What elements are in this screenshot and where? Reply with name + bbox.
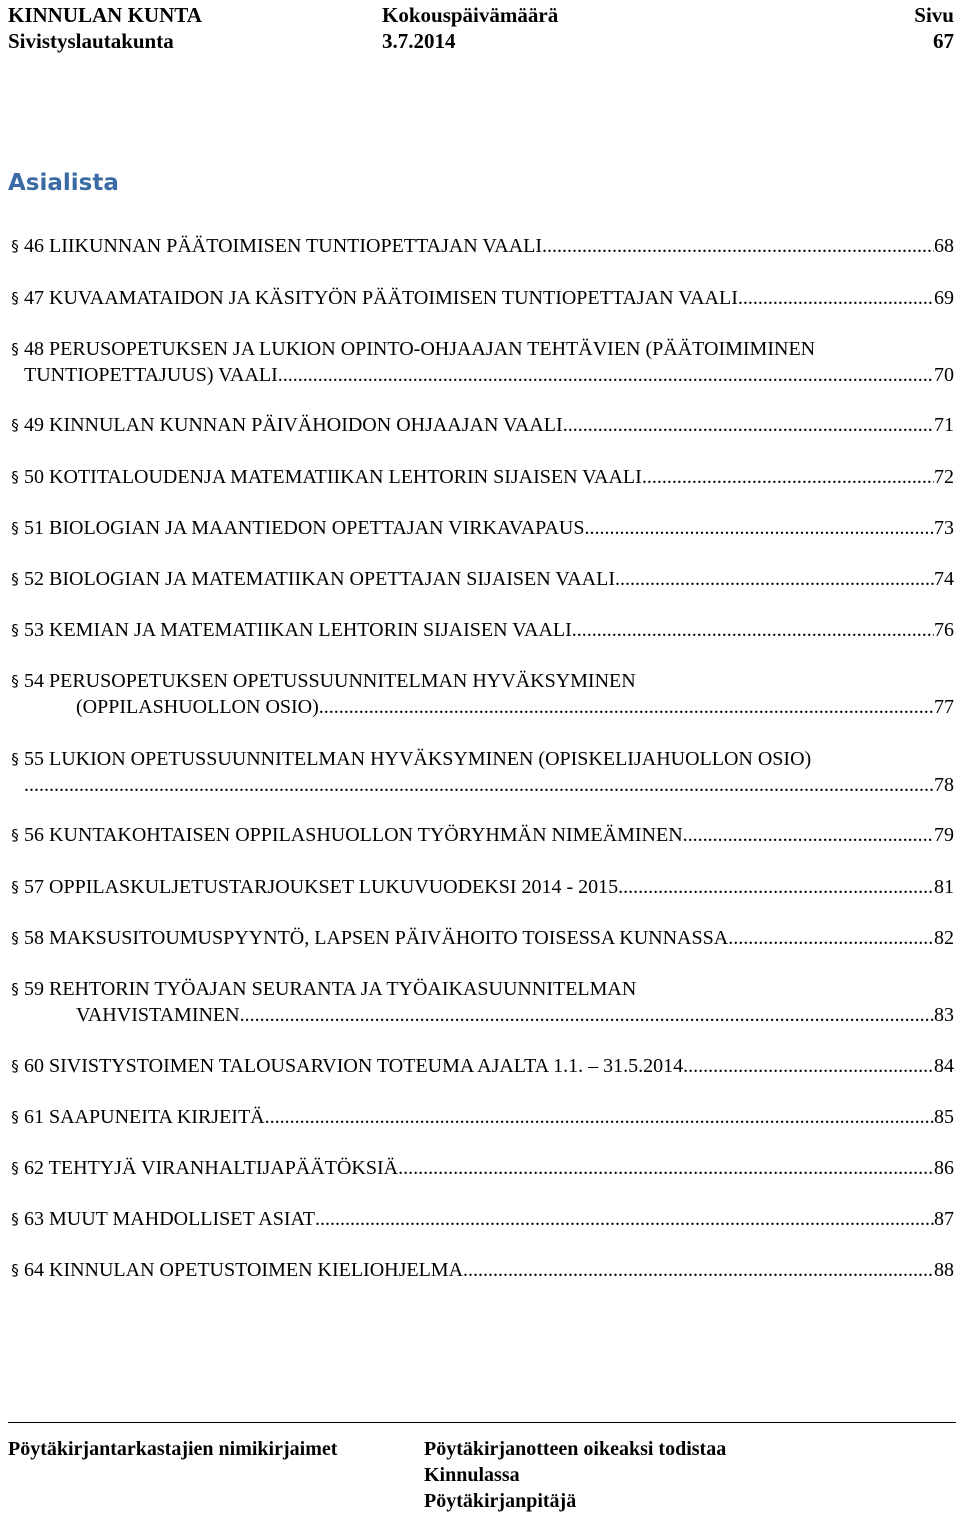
toc-item[interactable]	[8, 1155, 954, 1181]
toc-item-text: VAHVISTAMINEN	[76, 1004, 240, 1026]
meeting-date: 3.7.2014	[382, 29, 456, 53]
toc-item-page: 74	[934, 568, 954, 590]
toc-item[interactable]	[8, 668, 954, 720]
section-bullet-icon: §	[11, 1159, 19, 1177]
toc-item-page: 82	[934, 927, 954, 949]
toc-item[interactable]	[8, 412, 954, 438]
toc-item[interactable]	[8, 822, 954, 848]
toc-item[interactable]	[8, 566, 954, 592]
toc-item-page: 81	[934, 876, 954, 898]
toc-item-page: 72	[934, 466, 954, 488]
section-bullet-icon: §	[11, 980, 19, 998]
toc-item-text: 50 KOTITALOUDENJA MATEMATIIKAN LEHTORIN SIJAISEN VAALI	[24, 466, 642, 488]
toc-item[interactable]	[8, 976, 954, 1028]
toc-item-page: 79	[934, 824, 954, 846]
initials-label: Pöytäkirjantarkastajien nimikirjaimet	[8, 1438, 338, 1460]
toc-item[interactable]	[8, 925, 954, 951]
toc-item-text: 60 SIVISTYSTOIMEN TALOUSARVION TOTEUMA AJALTA 1.1. – 31.5.2014	[24, 1055, 684, 1077]
toc-item-text: 49 KINNULAN KUNNAN PÄIVÄHOIDON OHJAAJAN VAALI	[24, 414, 563, 436]
toc-item[interactable]	[8, 1053, 954, 1079]
toc-item-text: 47 KUVAAMATAIDON JA KÄSITYÖN PÄÄTOIMISEN TUNTIOPETTAJAN VAALI	[24, 287, 738, 309]
toc-item[interactable]	[8, 1206, 954, 1232]
section-bullet-icon: §	[11, 570, 19, 588]
section-bullet-icon: §	[11, 237, 19, 255]
secretary-label: Pöytäkirjanpitäjä	[424, 1490, 577, 1512]
toc-item-page: 68	[934, 235, 954, 257]
toc-item-text: TUNTIOPETTAJUUS) VAALI	[24, 364, 278, 386]
toc-item[interactable]	[8, 746, 954, 798]
agenda-title: Asialista	[8, 170, 119, 196]
toc-item-text: (OPPILASHUOLLON OSIO)	[76, 696, 319, 718]
toc-item-page: 84	[934, 1055, 954, 1077]
section-bullet-icon: §	[11, 468, 19, 486]
header-page	[914, 2, 954, 54]
toc-item-text: 62 TEHTYJÄ VIRANHALTIJAPÄÄTÖKSIÄ	[24, 1157, 399, 1179]
section-bullet-icon: §	[11, 1261, 19, 1279]
toc-item-text: 48 PERUSOPETUKSEN JA LUKION OPINTO-OHJAAJAN TEHTÄVIEN (PÄÄTOIMIMINEN	[24, 338, 816, 360]
toc-item[interactable]	[8, 515, 954, 541]
toc-item-page: 69	[934, 287, 954, 309]
section-bullet-icon: §	[11, 340, 19, 358]
toc-item[interactable]	[8, 874, 954, 900]
org-name: KINNULAN KUNTA	[8, 3, 202, 27]
toc-item-page: 87	[934, 1208, 954, 1230]
section-bullet-icon: §	[11, 289, 19, 307]
toc-item[interactable]	[8, 1257, 954, 1283]
toc-item[interactable]	[8, 233, 954, 259]
toc-item-page: 88	[934, 1259, 954, 1281]
page-header	[8, 2, 954, 58]
toc-item-text: 53 KEMIAN JA MATEMATIIKAN LEHTORIN SIJAISEN VAALI	[24, 619, 572, 641]
toc-item-text: 52 BIOLOGIAN JA MATEMATIIKAN OPETTAJAN SIJAISEN VAALI	[24, 568, 615, 590]
toc-item[interactable]	[8, 1104, 954, 1130]
toc-item-text: 46 LIIKUNNAN PÄÄTOIMISEN TUNTIOPETTAJAN VAALI	[24, 235, 543, 257]
date-label: Kokouspäivämäärä	[382, 3, 559, 27]
toc-item[interactable]	[8, 617, 954, 643]
toc-item-page: 76	[934, 619, 954, 641]
page-label: Sivu	[914, 3, 954, 27]
certification-label: Pöytäkirjanotteen oikeaksi todistaa	[424, 1438, 727, 1460]
section-bullet-icon: §	[11, 1108, 19, 1126]
toc-item-text: 58 MAKSUSITOUMUSPYYNTÖ, LAPSEN PÄIVÄHOITO TOISESSA KUNNASSA	[24, 927, 729, 949]
section-bullet-icon: §	[11, 929, 19, 947]
section-bullet-icon: §	[11, 826, 19, 844]
toc-item-text: 63 MUUT MAHDOLLISET ASIAT	[24, 1208, 315, 1230]
section-bullet-icon: §	[11, 750, 19, 768]
section-bullet-icon: §	[11, 416, 19, 434]
toc-item-page: 83	[934, 1004, 954, 1026]
committee-name: Sivistyslautakunta	[8, 29, 174, 53]
section-bullet-icon: §	[11, 1057, 19, 1075]
toc-item[interactable]	[8, 285, 954, 311]
section-bullet-icon: §	[11, 1210, 19, 1228]
section-bullet-icon: §	[11, 672, 19, 690]
toc-item-page: 77	[934, 696, 954, 718]
section-bullet-icon: §	[11, 519, 19, 537]
toc-item-text: 56 KUNTAKOHTAISEN OPPILASHUOLLON TYÖRYHMÄN NIMEÄMINEN	[24, 824, 683, 846]
toc-item-text: 54 PERUSOPETUKSEN OPETUSSUUNNITELMAN HYVÄKSYMINEN	[24, 670, 636, 692]
toc-item-text: 55 LUKION OPETUSSUUNNITELMAN HYVÄKSYMINEN (OPISKELIJAHUOLLON OSIO)	[24, 748, 812, 770]
page-number: 67	[933, 29, 954, 53]
section-bullet-icon: §	[11, 621, 19, 639]
certification-place: Kinnulassa	[424, 1464, 520, 1486]
toc-item-page: 71	[934, 414, 954, 436]
toc-item[interactable]	[8, 336, 954, 388]
header-date	[382, 2, 558, 54]
toc-item-page: 70	[934, 364, 954, 386]
toc-item-page: 85	[934, 1106, 954, 1128]
toc-item-page: 86	[934, 1157, 954, 1179]
toc-item-text: 57 OPPILASKULJETUSTARJOUKSET LUKUVUODEKSI 2014 - 2015	[24, 876, 619, 898]
certification-block	[424, 1436, 726, 1514]
toc-item-text: 61 SAAPUNEITA KIRJEITÄ	[24, 1106, 265, 1128]
toc-item-text: 64 KINNULAN OPETUSTOIMEN KIELIOHJELMA	[24, 1259, 464, 1281]
toc-item[interactable]	[8, 464, 954, 490]
section-bullet-icon: §	[11, 878, 19, 896]
toc-item-page: 73	[934, 517, 954, 539]
header-organization	[8, 2, 202, 54]
toc-item-page: 78	[934, 774, 954, 796]
footer-divider	[8, 1422, 956, 1423]
toc-item-text: 51 BIOLOGIAN JA MAANTIEDON OPETTAJAN VIRKAVAPAUS	[24, 517, 585, 539]
toc-item-text: 59 REHTORIN TYÖAJAN SEURANTA JA TYÖAIKASUUNNITELMAN	[24, 978, 637, 1000]
